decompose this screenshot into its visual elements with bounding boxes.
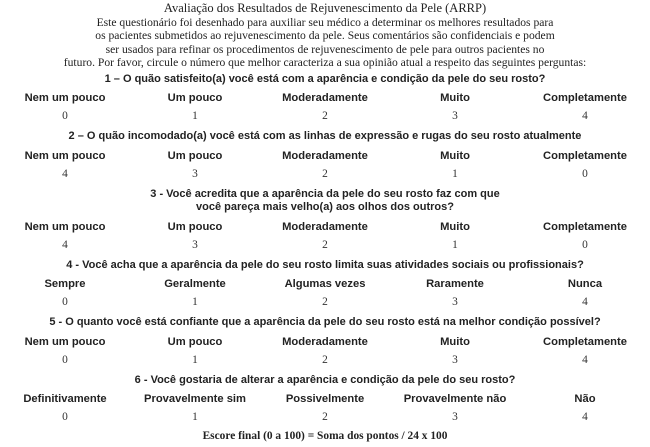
questionnaire-page <box>0 1 650 447</box>
question-1-text: 1 – O quão satisfeito(a) você está com a aparência e condição da pele do seu rosto? <box>104 72 546 85</box>
question-2-text: 2 – O quão incomodado(a) você está com as linhas de expressão e rugas do seu rosto atualmente <box>68 130 582 143</box>
question-5-scores <box>0 354 650 367</box>
option-label: Moderadamente <box>282 92 368 105</box>
option-label: Um pouco <box>167 92 223 105</box>
intro-line: Este questionário foi desenhado para auxiliar seu médico a determinar os melhores resultados para <box>96 16 554 29</box>
option-label: Não <box>574 393 596 406</box>
score-option[interactable]: 2 <box>322 353 328 366</box>
option-label: Nunca <box>567 278 603 291</box>
question-3-scores <box>0 239 650 252</box>
option-label: Sempre <box>44 278 86 291</box>
option-label: Nem um pouco <box>24 220 106 233</box>
option-label: Nem um pouco <box>24 92 106 105</box>
score-option[interactable]: 1 <box>192 411 198 424</box>
intro-line: os pacientes submetidos ao rejuvenescimento da pele. Seus comentários são confidenciais e podem <box>95 29 555 43</box>
score-option[interactable]: 2 <box>322 296 328 309</box>
question-1-scores <box>0 110 650 123</box>
score-option[interactable]: 4 <box>582 353 588 366</box>
option-label: Muito <box>440 149 470 162</box>
intro-line: futuro. Por favor, circule o número que melhor caracteriza a sua opinião atual a respeito das seguintes perguntas: <box>63 56 587 70</box>
score-option[interactable]: 4 <box>62 167 68 180</box>
question-6-options <box>0 393 650 406</box>
score-option[interactable]: 3 <box>452 353 458 366</box>
score-option[interactable]: 3 <box>452 296 458 309</box>
intro-line: ser usados para refinar os procedimentos de rejuvenescimento de pele para outros pacientes no <box>105 42 545 56</box>
option-label: Completamente <box>543 149 627 162</box>
option-label: Muito <box>440 92 470 105</box>
question-6-text: 6 - Você gostaria de alterar a aparência e condição da pele do seu rosto? <box>134 373 516 386</box>
score-option[interactable]: 0 <box>62 296 68 309</box>
question-4-options <box>0 278 650 291</box>
question-5-text: 5 - O quanto você está confiante que a aparência da pele do seu rosto está na melhor condição possível? <box>49 316 601 329</box>
score-option[interactable]: 1 <box>192 296 198 309</box>
option-label: Provavelmente não <box>403 393 507 406</box>
question-4-scores <box>0 296 650 309</box>
option-label: Muito <box>440 335 470 348</box>
option-label: Raramente <box>426 278 484 291</box>
score-option[interactable]: 3 <box>452 110 458 123</box>
score-option[interactable]: 2 <box>322 167 328 180</box>
option-label: Completamente <box>543 335 627 348</box>
option-label: Provavelmente sim <box>144 393 246 406</box>
page-title: Avaliação dos Resultados de Rejuvenescimento da Pele (ARRP) <box>163 1 487 15</box>
score-option[interactable]: 3 <box>452 411 458 424</box>
question-3-text: 3 - Você acredita que a aparência da pele do seu rosto faz com que você pareça mais velho(a) aos olhos dos outros? <box>150 187 500 214</box>
option-label: Algumas vezes <box>284 278 366 291</box>
question-4-text: 4 - Você acha que a aparência da pele do seu rosto limita suas atividades sociais ou profissionais? <box>66 258 584 271</box>
score-option[interactable]: 2 <box>322 238 328 251</box>
option-label: Muito <box>440 220 470 233</box>
option-label: Um pouco <box>167 149 223 162</box>
option-label: Definitivamente <box>23 393 107 406</box>
option-label: Moderadamente <box>282 149 368 162</box>
score-option[interactable]: 1 <box>192 353 198 366</box>
option-label: Possivelmente <box>285 393 365 406</box>
question-1-options <box>0 92 650 105</box>
question-6-scores <box>0 411 650 424</box>
question-3-options <box>0 221 650 234</box>
score-option[interactable]: 1 <box>452 238 458 251</box>
final-score-formula: Escore final (0 a 100) = Soma dos pontos / 24 x 100 <box>202 430 448 443</box>
option-label: Moderadamente <box>282 220 368 233</box>
option-label: Nem um pouco <box>24 149 106 162</box>
option-label: Moderadamente <box>282 335 368 348</box>
option-label: Um pouco <box>167 220 223 233</box>
score-option[interactable]: 2 <box>322 411 328 424</box>
score-option[interactable]: 0 <box>62 110 68 123</box>
option-label: Nem um pouco <box>24 335 106 348</box>
question-5-options <box>0 336 650 349</box>
option-label: Um pouco <box>167 335 223 348</box>
option-label: Completamente <box>543 92 627 105</box>
score-option[interactable]: 3 <box>192 167 198 180</box>
score-option[interactable]: 3 <box>192 238 198 251</box>
score-option[interactable]: 2 <box>322 110 328 123</box>
score-option[interactable]: 0 <box>62 353 68 366</box>
option-label: Geralmente <box>164 278 226 291</box>
score-option[interactable]: 0 <box>582 167 588 180</box>
question-2-scores <box>0 168 650 181</box>
score-option[interactable]: 4 <box>582 110 588 123</box>
option-label: Completamente <box>543 220 627 233</box>
score-option[interactable]: 1 <box>192 110 198 123</box>
score-option[interactable]: 1 <box>452 167 458 180</box>
score-option[interactable]: 0 <box>62 411 68 424</box>
score-option[interactable]: 4 <box>582 296 588 309</box>
question-2-options <box>0 150 650 163</box>
score-option[interactable]: 4 <box>582 411 588 424</box>
score-option[interactable]: 4 <box>62 238 68 251</box>
score-option[interactable]: 0 <box>582 238 588 251</box>
intro-paragraph <box>0 16 650 70</box>
